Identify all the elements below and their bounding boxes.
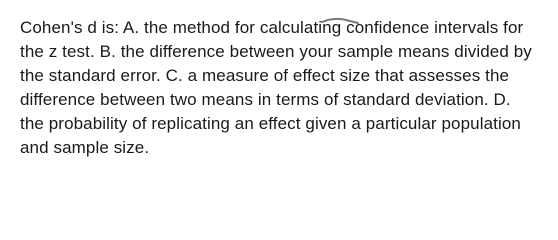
question-text: Cohen's d is: A. the method for calculating confidence intervals for the z test. B. the difference between your sample means divided by the standard error. C. a measure of effect size that assesses the difference between two means in terms of standard deviation. D. the probability of replicating an effect given a particular population and sample size. (20, 18, 532, 157)
